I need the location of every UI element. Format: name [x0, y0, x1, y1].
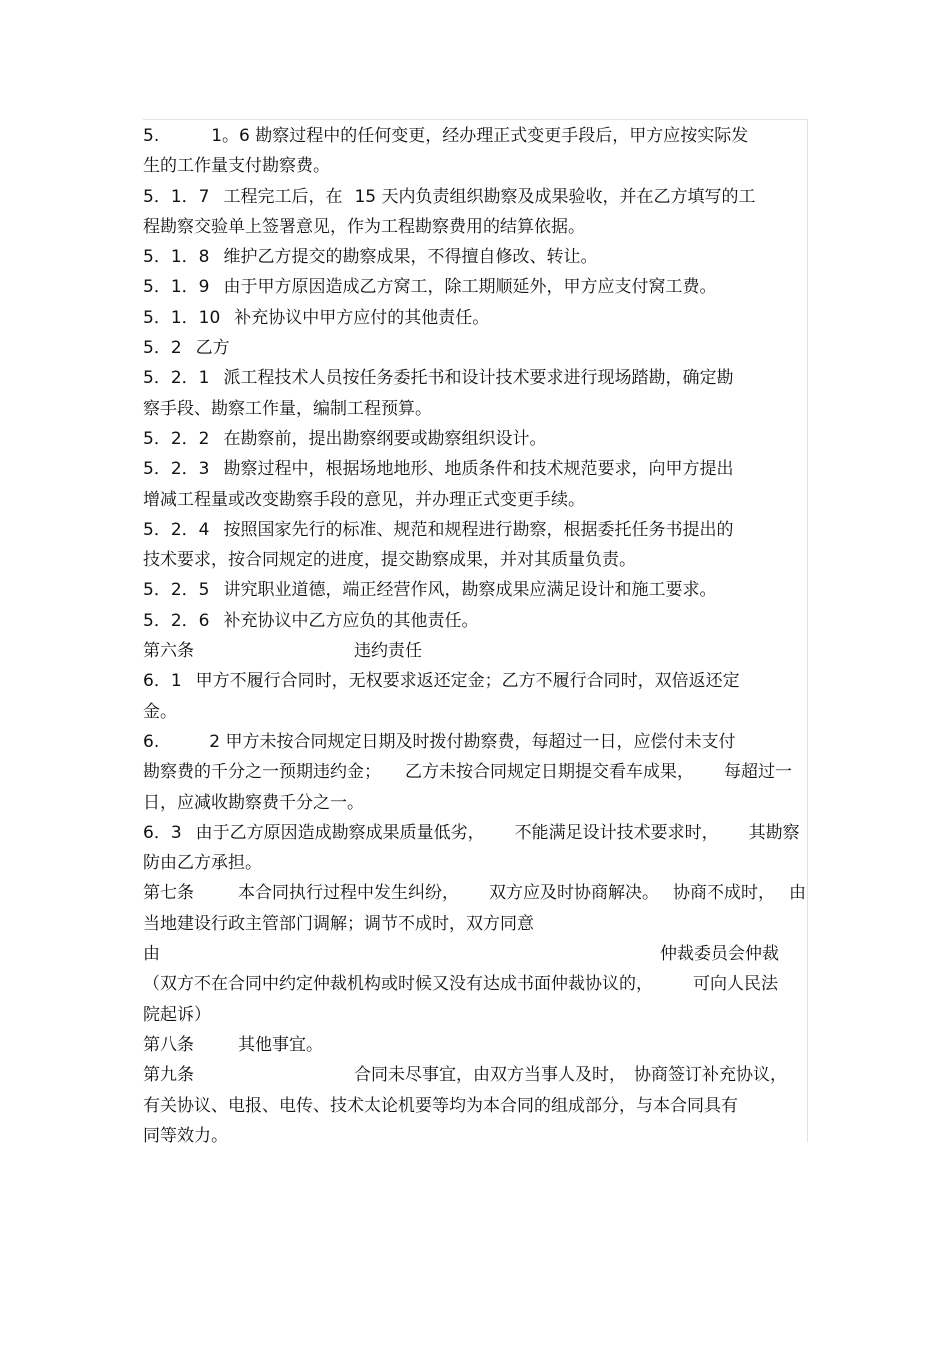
text-line	[143, 363, 811, 393]
text-line	[143, 272, 811, 302]
text-line	[143, 333, 811, 363]
text-line	[143, 1030, 811, 1060]
text-segment: 勘察费的千分之一预期违约金；	[143, 762, 381, 783]
text-line	[143, 757, 811, 787]
text-segment: 5．1．9	[143, 277, 210, 298]
text-segment: 5．2．4	[143, 519, 210, 540]
text-segment: 5．2．2	[143, 428, 210, 449]
text-segment: 5.	[143, 126, 160, 146]
text-line	[143, 545, 811, 575]
text-segment: 1。6 勘察过程中的任何变更，经办理正式变更手段后，甲方应按实际发	[211, 126, 749, 146]
text-segment: 工程完工后，在	[223, 186, 343, 207]
text-line	[143, 212, 811, 242]
text-segment: 当地建设行政主管部门调解；调节不成时，双方同意	[143, 913, 534, 934]
text-segment: 15 天内负责组织勘察及成果验收，并在乙方填写的工	[354, 186, 756, 207]
text-segment: 察手段、勘察工作量，编制工程预算。	[143, 398, 432, 419]
text-segment: 5．2．3	[143, 459, 210, 480]
text-segment: 补充协议中甲方应付的其他责任。	[234, 307, 490, 328]
text-segment: 合同未尽事宜，由双方当事人及时，	[354, 1065, 626, 1086]
text-line	[143, 515, 811, 545]
text-line	[143, 606, 811, 636]
text-line	[143, 1091, 811, 1121]
text-line	[143, 666, 811, 696]
text-line	[143, 969, 811, 999]
text-segment: 违约责任	[354, 641, 422, 662]
text-segment: 甲方不履行合同时，无权要求返还定金；乙方不履行合同时，双倍返还定	[195, 671, 740, 692]
text-segment: 6．1	[143, 671, 182, 692]
text-line	[143, 727, 811, 757]
text-line	[143, 1060, 811, 1090]
text-segment: 同等效力。	[143, 1125, 228, 1146]
text-segment: 5．2．6	[143, 610, 210, 631]
text-segment: 可向人民法	[693, 974, 778, 995]
text-line	[143, 1000, 811, 1030]
text-segment: 协商不成时，	[673, 883, 775, 904]
text-segment: 程勘察交验单上签署意见，作为工程勘察费用的结算依据。	[143, 216, 585, 237]
text-segment: 5．2．5	[143, 580, 210, 601]
text-segment: 5．1．8	[143, 247, 210, 268]
text-segment: 协商签订补充协议，	[634, 1065, 787, 1086]
text-segment: 乙方未按合同规定日期提交看车成果，	[405, 762, 694, 783]
text-segment: 第九条	[143, 1065, 194, 1086]
text-segment: 6．3	[143, 822, 182, 843]
text-segment: 其勘察	[748, 822, 800, 843]
text-line	[143, 575, 811, 605]
text-line	[143, 909, 811, 939]
text-line	[143, 1121, 811, 1151]
text-line	[143, 485, 811, 515]
text-line	[143, 818, 811, 848]
text-segment: 本合同执行过程中发生纠纷，	[238, 883, 459, 904]
text-segment: 由于甲方原因造成乙方窝工，除工期顺延外，甲方应支付窝工费。	[223, 277, 717, 298]
text-line	[143, 242, 811, 272]
text-segment: 乙方	[195, 338, 230, 359]
text-segment: 有关协议、电报、电传、技术太论机要等均为本合同的组成部分，与本合同具有	[143, 1095, 738, 1116]
text-line	[143, 303, 811, 333]
text-segment: 勘察过程中，根据场地地形、地质条件和技术规范要求，向甲方提出	[223, 459, 734, 480]
text-segment: 增减工程量或改变勘察手段的意见，并办理正式变更手续。	[143, 489, 585, 510]
text-segment: 6.	[143, 731, 160, 752]
page-frame-top-border	[143, 119, 807, 120]
text-segment: 5．1．7	[143, 186, 210, 207]
text-line	[143, 394, 811, 424]
text-line	[143, 939, 811, 969]
text-segment: 其他事宜。	[238, 1034, 323, 1055]
text-segment: 维护乙方提交的勘察成果，不得擅自修改、转让。	[223, 247, 598, 268]
text-line	[143, 121, 811, 151]
contract-body-text	[143, 121, 811, 1151]
text-segment: 日，应减收勘察费千分之一。	[143, 792, 364, 813]
text-segment: 双方应及时协商解决。	[489, 883, 659, 904]
text-segment: 院起诉）	[143, 1004, 211, 1025]
text-segment: 仲裁委员会仲裁	[660, 944, 779, 965]
text-line	[143, 878, 811, 908]
text-segment: 在勘察前，提出勘察纲要或勘察组织设计。	[223, 428, 547, 449]
text-segment: 第六条	[143, 641, 194, 662]
text-line	[143, 848, 811, 878]
text-line	[143, 636, 811, 666]
text-segment: 由于乙方原因造成勘察成果质量低劣，	[195, 822, 485, 843]
text-line	[143, 454, 811, 484]
text-segment: 第八条	[143, 1034, 194, 1055]
text-segment: （双方不在合同中约定仲裁机构或时候又没有达成书面仲裁协议的，	[143, 974, 653, 995]
text-segment: 5．2．1	[143, 368, 210, 389]
text-segment: 技术要求，按合同规定的进度，提交勘察成果，并对其质量负责。	[143, 550, 636, 571]
text-segment: 第七条	[143, 883, 194, 904]
text-segment: 5．1．10	[143, 307, 221, 328]
text-line	[143, 697, 811, 727]
text-segment: 金。	[143, 701, 177, 722]
text-segment: 由	[143, 944, 160, 965]
text-segment: 补充协议中乙方应负的其他责任。	[223, 610, 479, 631]
text-segment: 派工程技术人员按任务委托书和设计技术要求进行现场踏勘，确定勘	[223, 368, 734, 389]
text-segment: 防由乙方承担。	[143, 853, 262, 874]
text-segment: 2 甲方未按合同规定日期及时拨付勘察费，每超过一日，应偿付未支付	[209, 731, 736, 752]
text-segment: 不能满足设计技术要求时，	[514, 822, 719, 843]
text-segment: 生的工作量支付勘察费。	[143, 156, 330, 177]
text-segment: 每超过一	[724, 762, 792, 783]
text-line	[143, 182, 811, 212]
text-segment: 由	[789, 883, 806, 904]
text-line	[143, 788, 811, 818]
text-segment: 5．2	[143, 338, 182, 359]
text-segment: 讲究职业道德，端正经营作风，勘察成果应满足设计和施工要求。	[223, 580, 717, 601]
text-segment: 按照国家先行的标准、规范和规程进行勘察，根据委托任务书提出的	[223, 519, 734, 540]
text-line	[143, 151, 811, 181]
text-line	[143, 424, 811, 454]
